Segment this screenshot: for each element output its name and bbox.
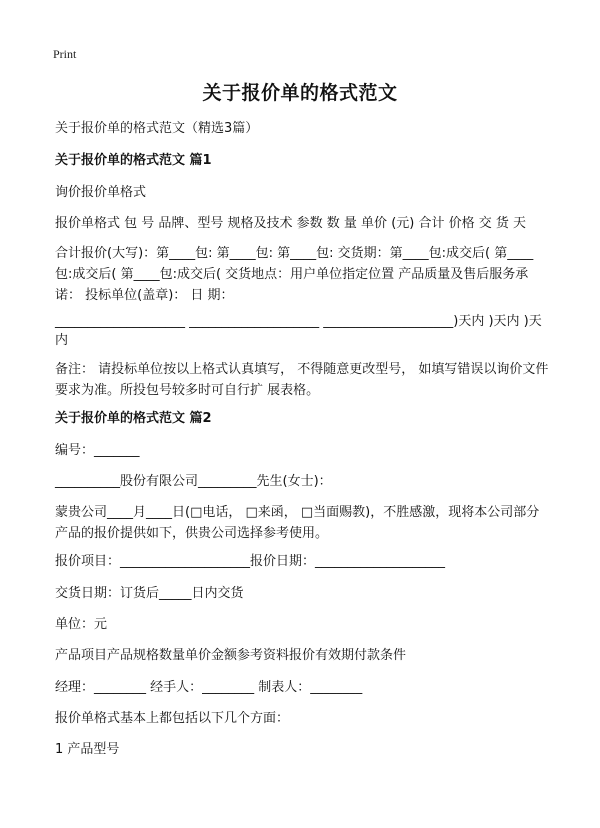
section2-heading: 关于报价单的格式范文 篇2 bbox=[55, 411, 212, 426]
s2-signatures: 经理：________ 经手人：________ 制表人：________ bbox=[55, 680, 363, 695]
s2-delivery: 交货日期：订货后_____日内交货 bbox=[55, 586, 244, 601]
section1-heading: 关于报价单的格式范文 篇1 bbox=[55, 153, 212, 168]
s2-addressee: __________股份有限公司_________先生(女士)： bbox=[55, 474, 332, 489]
s2-point-1: 1 产品型号 bbox=[55, 742, 120, 757]
page-title: 关于报价单的格式范文 bbox=[202, 82, 398, 104]
s1-paragraph-4b: 内 bbox=[55, 333, 69, 348]
s1-paragraph-3: 合计报价(大写)：第____包: 第____包: 第____包: 交货期：第____包:成交后( 第____包:成交后( 第____包:成交后( 交货地点：用户单位指定位置 产品质量及售后服务承诺： 投标单位(盖章)： 日 期： bbox=[55, 246, 534, 303]
s2-code: 编号：_______ bbox=[55, 443, 140, 458]
s2-columns: 产品项目产品规格数量单价金额参考资料报价有效期付款条件 bbox=[55, 648, 407, 663]
s2-quote-item: 报价项目：____________________报价日期：____________________ bbox=[55, 554, 446, 569]
s2-summary: 报价单格式基本上都包括以下几个方面： bbox=[55, 711, 290, 726]
s1-paragraph-4a: ____________________ ____________________ ____________________)天内 )天内 )天 bbox=[55, 314, 542, 329]
print-link[interactable]: Print bbox=[53, 47, 77, 61]
intro-line: 关于报价单的格式范文（精选3篇） bbox=[55, 121, 259, 136]
s1-remark: 备注： 请投标单位按以上格式认真填写， 不得随意更改型号， 如填写错误以询价文件要求为准。所投包号较多时可自行扩 展表格。 bbox=[55, 362, 549, 398]
s2-paragraph-1: 蒙贵公司____月____日(□电话， □来函， □当面赐教)，不胜感激，现将本公司部分产品的报价提供如下，供贵公司选择参考使用。 bbox=[55, 505, 540, 541]
s1-paragraph-1: 询价报价单格式 bbox=[55, 185, 147, 200]
s2-unit: 单位：元 bbox=[55, 617, 108, 632]
s1-paragraph-2: 报价单格式 包 号 品牌、型号 规格及技术 参数 数 量 单价 (元) 合计 价格 交 货 天 bbox=[55, 216, 526, 231]
